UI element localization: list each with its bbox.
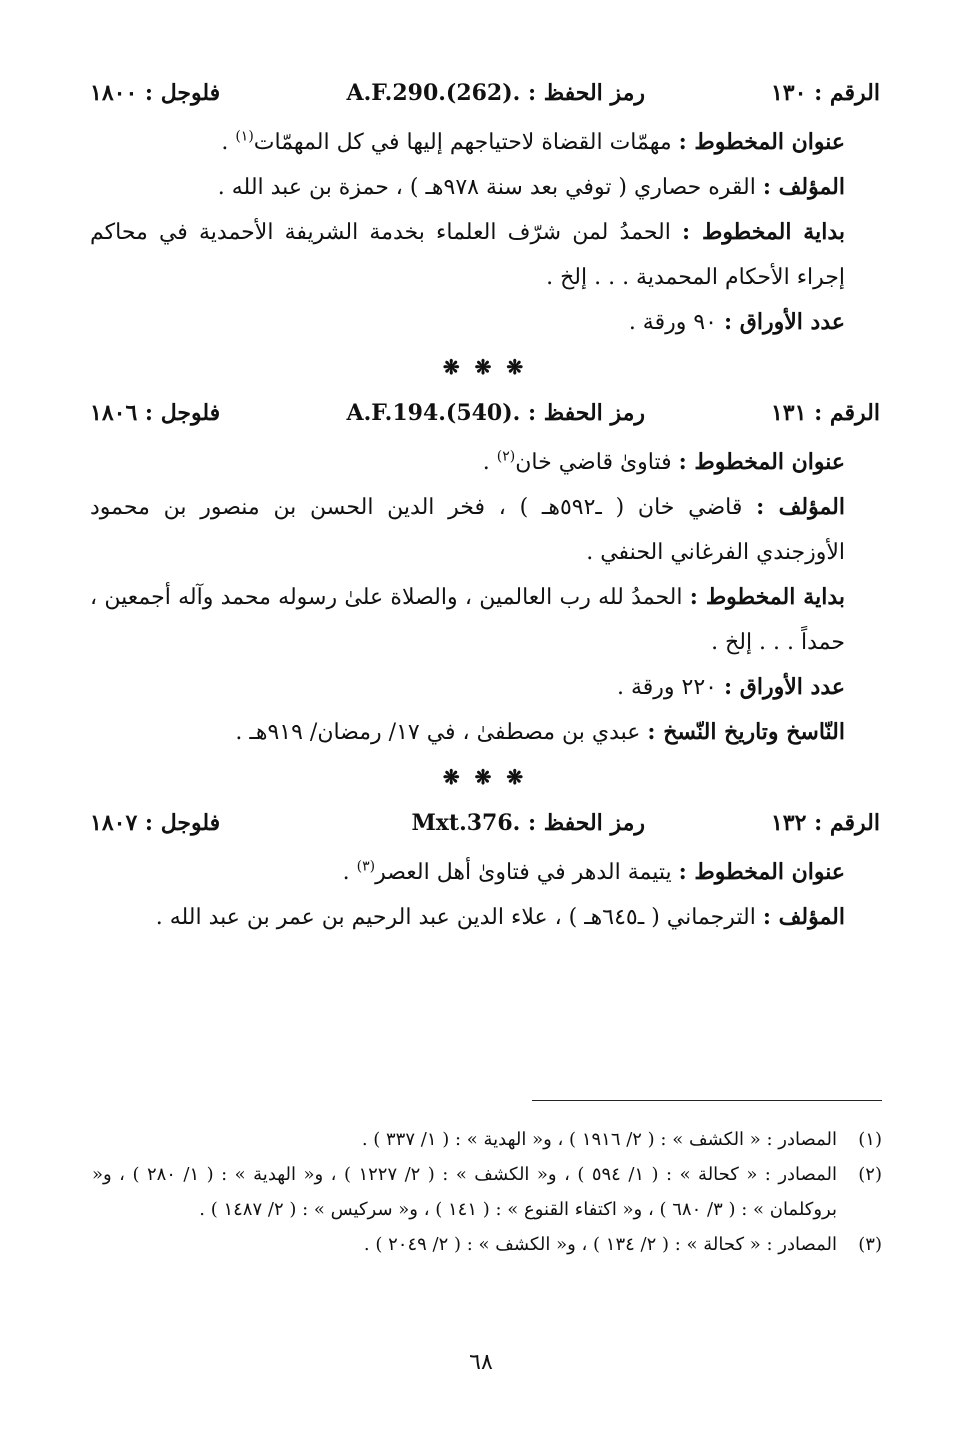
leaves-label: عدد الأوراق : [724,674,845,700]
page-number: ٦٨ [469,1350,493,1375]
page-body [90,70,880,940]
title-value: فتاوىٰ قاضي خان [515,450,672,475]
leaves-field [90,300,880,345]
manuscript-entry [90,800,880,940]
fluegel-number: فلوجل : ١٨٠٦ [90,400,221,426]
title-field [90,850,880,895]
leaves-value: ٢٢٠ ورقة . [617,675,717,700]
title-end: . [342,860,357,885]
footnote-ref: (١) [235,128,254,145]
footnote-text: المصادر : « كحالة » : ( ١/ ٥٩٤ ) ، و« الكشف » : ( ٢/ ١٢٢٧ ) ، و« الهدية » : ( ١/ ٢٨٠ ) ، و« بروكلمان » : ( ٣/ ٦٨٠ ) ، و« اكتفاء القنوع » : ( ١٤١ ) ، و« سركيس » : ( ٢/ ١٤٨٧ ) . [92,1164,838,1220]
entry-header [90,800,880,850]
footnote-ref: (٣) [356,858,376,875]
manuscript-entry [90,390,880,755]
author-field [90,485,880,575]
footnote-number: (٣) [858,1234,882,1255]
shelfmark [411,810,645,836]
title-label: عنوان المخطوط : [678,449,845,475]
beginning-value: الحمدُ لله رب العالمين ، والصلاة علىٰ رسوله محمد وآله أجمعين ، حمداً . . . إلخ . [90,585,845,655]
shelfmark [347,400,645,426]
shelfmark-label: رمز الحفظ : [527,80,645,106]
footnote [92,1157,882,1227]
footnote-number: (٢) [858,1164,882,1185]
entry-number: الرقم : ١٣٢ [770,810,880,836]
title-end: . [482,450,497,475]
footnotes [92,1122,882,1262]
author-value: القره حصاري ( توفي بعد سنة ٩٧٨هـ ) ، حمزة بن عبد الله . [217,175,756,200]
author-field [90,165,880,210]
copyist-label: النّاسخ وتاريخ النّسخ : [647,719,845,745]
entry-separator: ❋ ❋ ❋ [442,355,528,379]
beginning-value: الحمدُ لمن شرّف العلماء بخدمة الشريفة الأحمدية في محاكم إجراء الأحكام المحمدية . . . إلخ . [90,220,845,290]
beginning-field [90,210,880,300]
footnote-number: (١) [858,1129,882,1150]
title-value: مهمّات القضاة لاحتياجهم إليها في كل المهمّات [253,130,672,155]
author-label: المؤلف : [762,904,845,930]
footnote-text: المصادر : « الكشف » : ( ٢/ ١٩١٦ ) ، و« الهدية » : ( ١/ ٣٣٧ ) . [361,1129,837,1150]
copyist-value: عبدي بن مصطفىٰ ، في ١٧/ رمضان/ ٩١٩هـ . [235,720,641,745]
leaves-label: عدد الأوراق : [724,309,845,335]
author-value: قاضي خان ( ـ٥٩٢هـ ) ، فخر الدين الحسن بن منصور بن محمود الأوزجندي الفرغاني الحنفي . [90,495,845,565]
beginning-label: بداية المخطوط : [689,584,845,610]
shelfmark [347,80,645,106]
copyist-field [90,710,880,755]
footnote-ref: (٢) [496,448,516,465]
entry-header [90,70,880,120]
shelfmark-label: رمز الحفظ : [527,400,645,426]
author-label: المؤلف : [756,494,845,520]
footnote [92,1227,882,1262]
shelfmark-label: رمز الحفظ : [527,810,645,836]
author-field [90,895,880,940]
leaves-value: ٩٠ ورقة . [628,310,717,335]
entry-number: الرقم : ١٣٠ [770,80,880,106]
title-label: عنوان المخطوط : [678,859,845,885]
shelfmark-value: A.F.194.(540). [346,400,521,426]
author-label: المؤلف : [762,174,845,200]
entry-header [90,390,880,440]
fluegel-number: فلوجل : ١٨٠٠ [90,80,221,106]
title-field [90,440,880,485]
title-label: عنوان المخطوط : [678,129,845,155]
manuscript-entry [90,70,880,345]
shelfmark-value: Mxt.376. [411,810,521,836]
leaves-field [90,665,880,710]
title-value: يتيمة الدهر في فتاوىٰ أهل العصر [375,860,672,885]
title-field [90,120,880,165]
author-value: الترجماني ( ـ٦٤٥هـ ) ، علاء الدين عبد الرحيم بن عمر بن عبد الله . [155,905,756,930]
footnote-text: المصادر : « كحالة » : ( ٢/ ١٣٤ ) ، و« الكشف » : ( ٢/ ٢٠٤٩ ) . [363,1234,837,1255]
beginning-field [90,575,880,665]
footnote-rule [532,1100,882,1101]
fluegel-number: فلوجل : ١٨٠٧ [90,810,221,836]
title-end: . [221,130,236,155]
entry-number: الرقم : ١٣١ [770,400,880,426]
entry-separator: ❋ ❋ ❋ [442,765,528,789]
shelfmark-value: A.F.290.(262). [346,80,521,106]
beginning-label: بداية المخطوط : [682,219,845,245]
footnote [92,1122,882,1157]
